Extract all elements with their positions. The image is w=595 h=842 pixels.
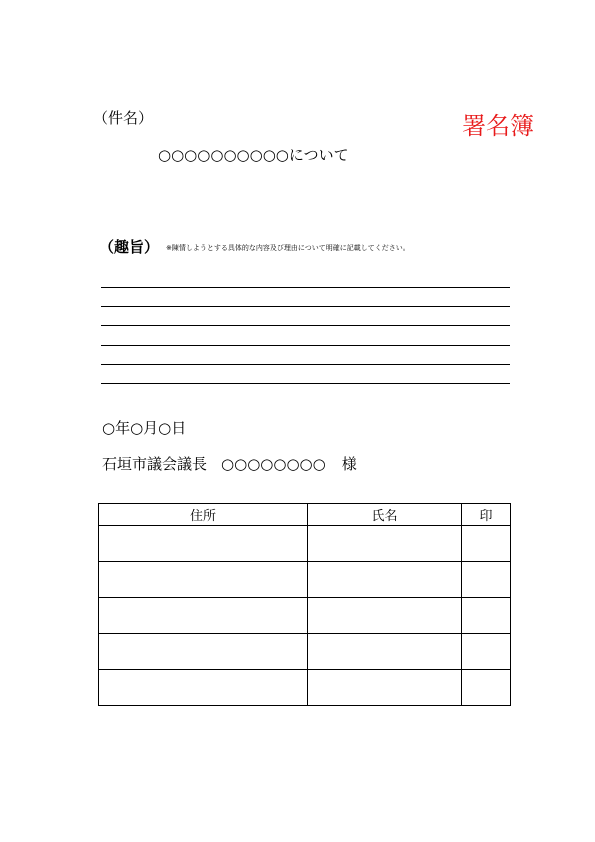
column-header-name: 氏名	[308, 504, 462, 526]
table-row	[99, 562, 511, 598]
addressee-org: 石垣市議会議長	[102, 455, 208, 473]
seal-cell[interactable]	[462, 526, 511, 562]
subject-label: （件名）	[93, 109, 154, 127]
table-row	[99, 634, 511, 670]
purpose-label: （趣旨）	[99, 238, 160, 256]
addressee-line	[102, 453, 357, 474]
name-cell[interactable]	[308, 634, 462, 670]
purpose-ruled-line	[101, 345, 510, 346]
purpose-ruled-line	[101, 325, 510, 326]
date-line: ○年○月○日	[102, 419, 187, 437]
address-cell[interactable]	[99, 526, 308, 562]
seal-cell[interactable]	[462, 670, 511, 706]
seal-cell[interactable]	[462, 562, 511, 598]
purpose-note: ※陳情しようとする具体的な内容及び理由について明確に記載してください。	[166, 244, 410, 252]
column-header-address: 住所	[99, 504, 308, 526]
document-title: 署名簿	[462, 112, 534, 140]
name-cell[interactable]	[308, 562, 462, 598]
name-cell[interactable]	[308, 526, 462, 562]
seal-cell[interactable]	[462, 598, 511, 634]
addressee-honorific: 様	[341, 455, 357, 473]
column-header-seal: 印	[462, 504, 511, 526]
name-cell[interactable]	[308, 670, 462, 706]
address-cell[interactable]	[99, 634, 308, 670]
table-row	[99, 670, 511, 706]
purpose-ruled-line	[101, 383, 510, 384]
purpose-ruled-line	[101, 306, 510, 307]
seal-cell[interactable]	[462, 634, 511, 670]
signature-table-header	[99, 504, 511, 526]
address-cell[interactable]	[99, 670, 308, 706]
purpose-ruled-line	[101, 287, 510, 288]
signature-table	[98, 503, 511, 706]
purpose-ruled-line	[101, 364, 510, 365]
address-cell[interactable]	[99, 598, 308, 634]
address-cell[interactable]	[99, 562, 308, 598]
addressee-name: ○○○○○○○○	[221, 455, 326, 473]
subject-value: ○○○○○○○○○○について	[158, 146, 349, 164]
name-cell[interactable]	[308, 598, 462, 634]
table-row	[99, 526, 511, 562]
table-row	[99, 598, 511, 634]
